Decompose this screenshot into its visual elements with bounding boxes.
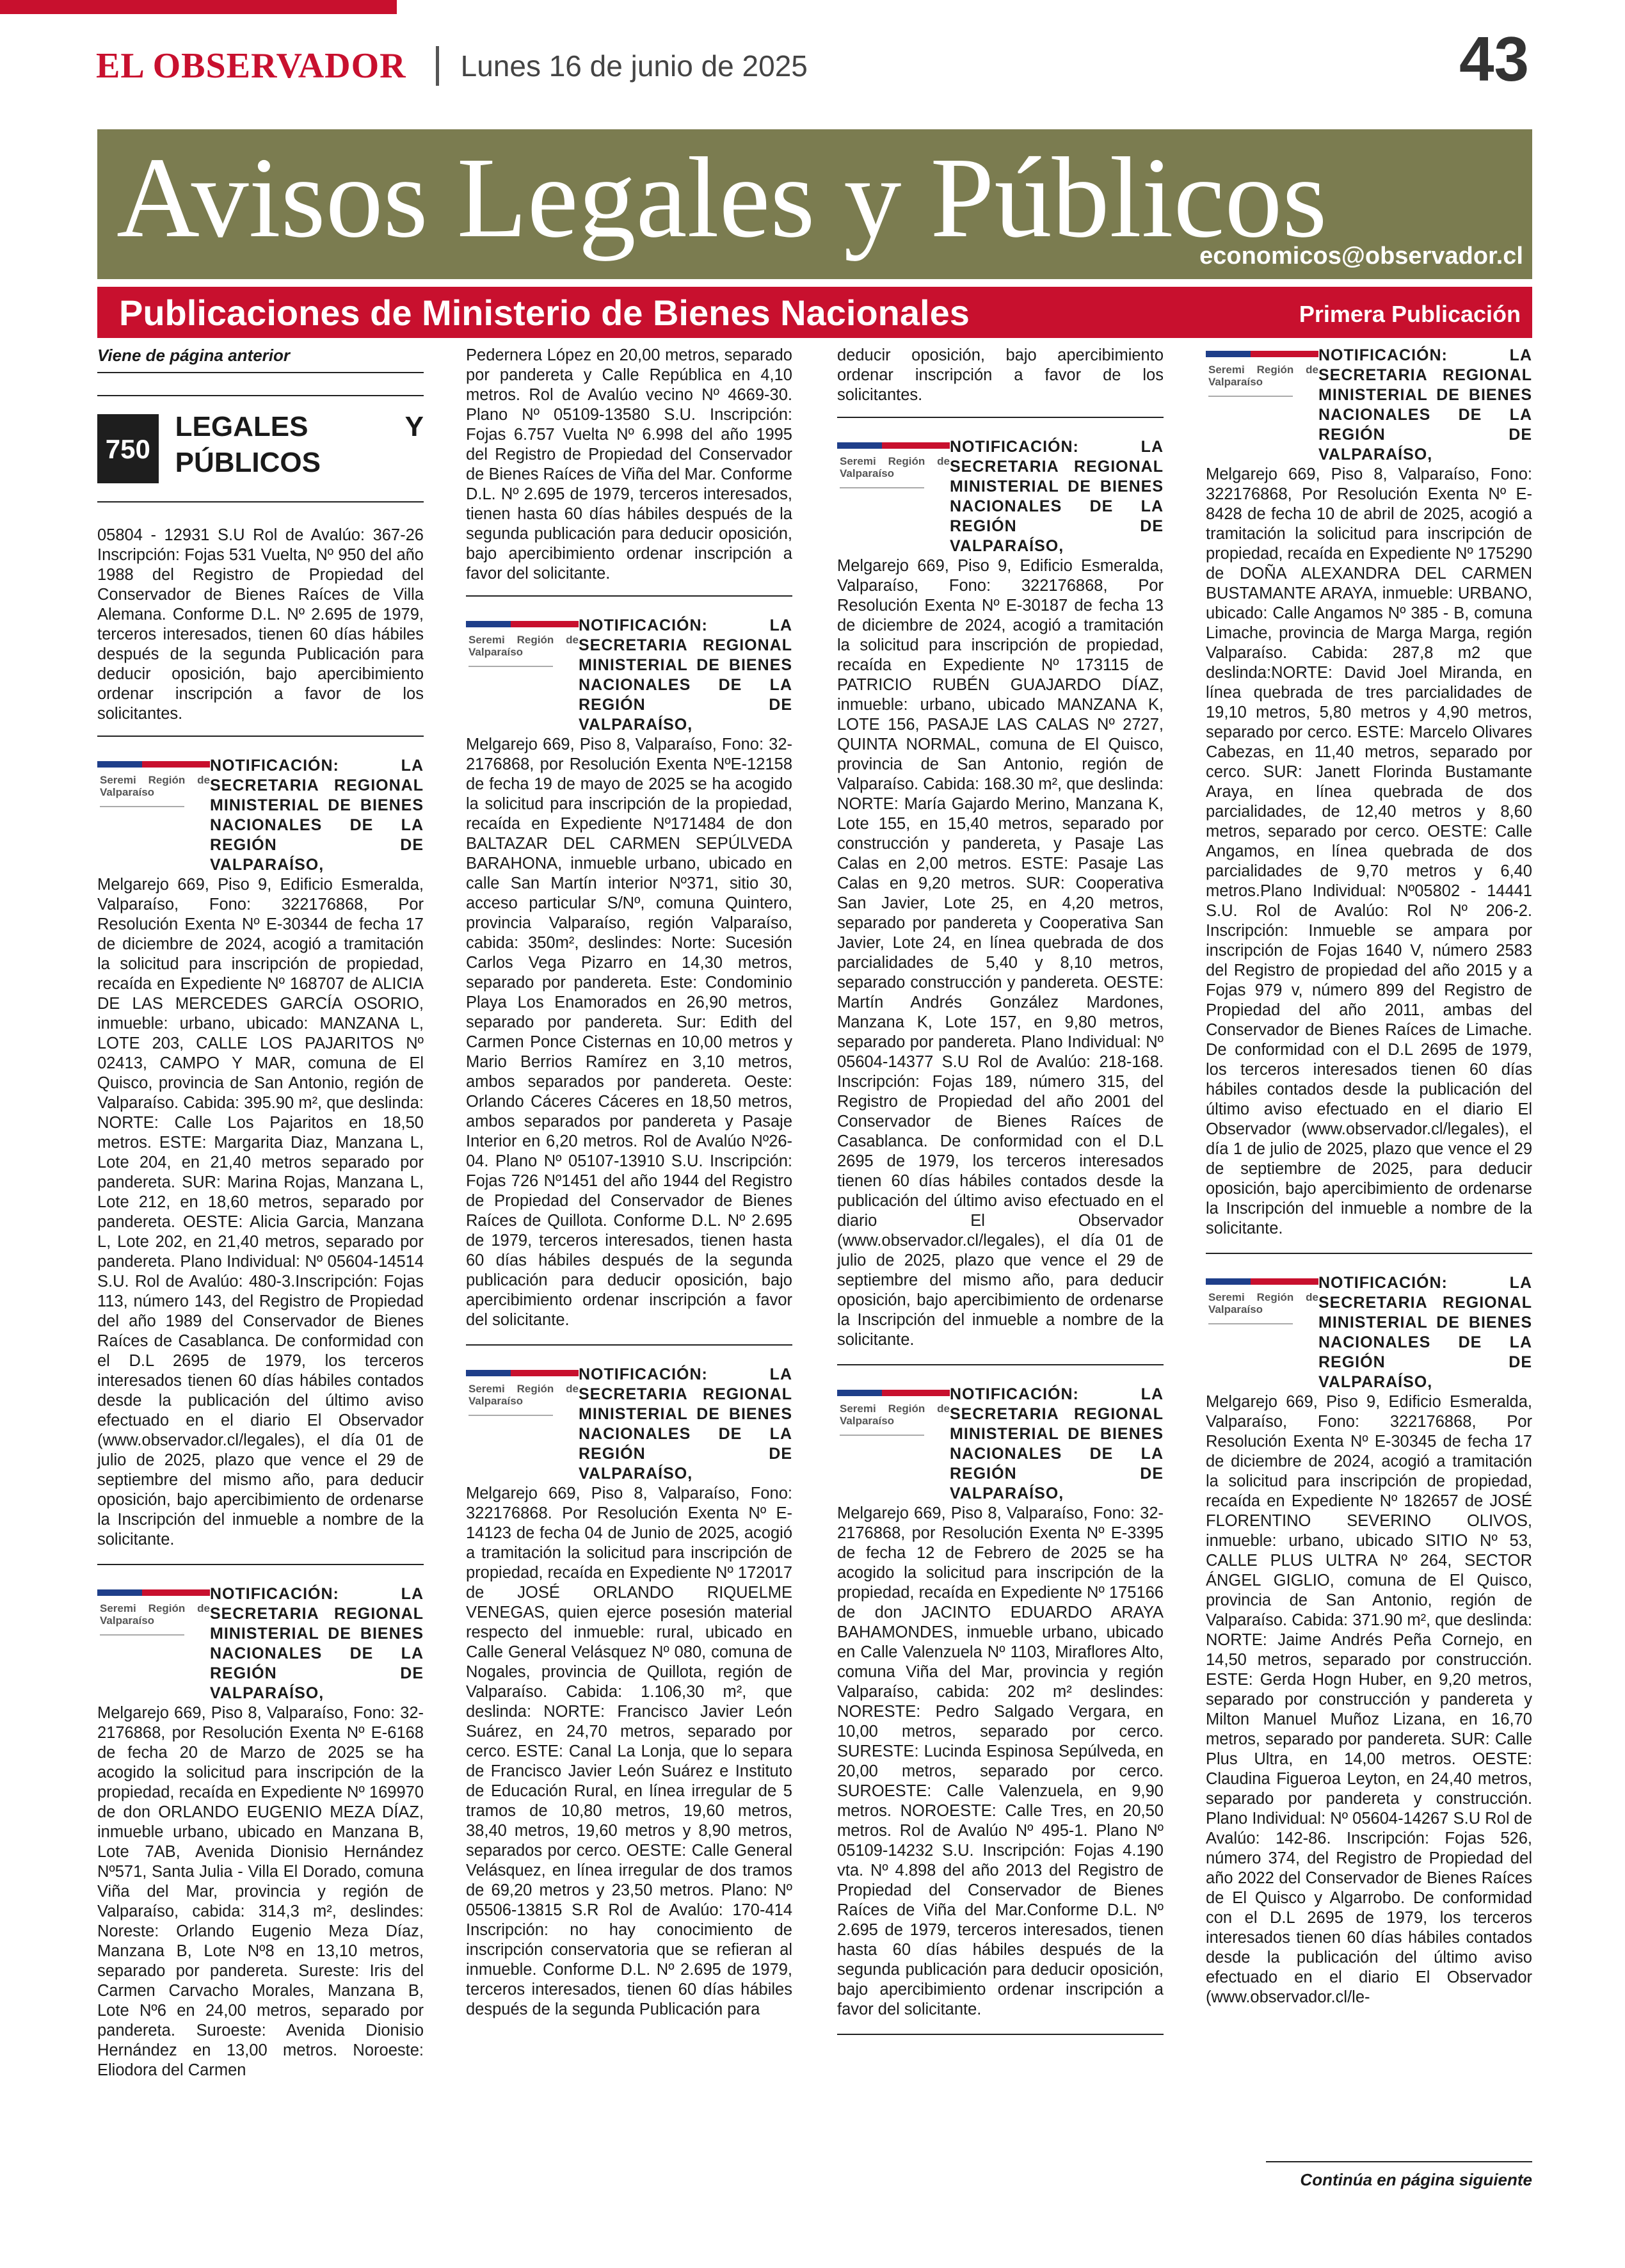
column-4 [1206, 346, 1532, 2022]
continued-from-note: Viene de página anterior [97, 346, 424, 373]
notice-title: NOTIFICACIÓN: LA SECRETARIA REGIONAL MINISTERIAL DE BIENES NACIONALES DE LA REGIÓN DE VALPARAÍSO, [210, 1585, 424, 1702]
notice-body: Melgarejo 669, Piso 8, Valparaíso, Fono: 322176868. Por Resolución Exenta Nº E-14123 de fecha 04 de Junio de 2025, acogió a tramitación la solicitud para inscripción de propiedad, recaída en Expediente Nº 172017 de JOSÉ ORLANDO RIQUELME VENEGAS, quien ejerce posesión material respecto del inmueble: rural, ubicado en Calle General Velásquez Nº 080, comuna de Nogales, provincia de Quillota, región de Valparaíso. Cabida: 1.106,30 m², que deslinda: NORTE: Francisco Javier León Suárez, en 24,70 metros, separado por cerco. ESTE: Canal La Lonja, que lo separa de Francisco Javier León Suárez e Instituto de Educación Rural, en línea irregular de 5 tramos de 10,80 metros, 19,60 metros, 38,40 metros, 19,60 metros y 8,90 metros, separados por cerco. OESTE: Calle General Velásquez, en línea irregular de dos tramos de 69,20 metros y 23,50 metros. Plano: Nº 05506-13815 S.R Rol de Avalúo: 170-414 Inscripción: no hay conocimiento de inscripción conservatoria que se refieran al inmueble. Conforme D.L. Nº 2.695 de 1979, terceros interesados, tienen 60 días hábiles después de la segunda Publicación para [466, 1484, 792, 2018]
ministry-section-title: Publicaciones de Ministerio de Bienes Nacionales [119, 293, 970, 333]
notice-divider [837, 417, 1164, 418]
legal-notice [1206, 1273, 1532, 2007]
seremi-logo [97, 1584, 210, 1703]
logo-text: Seremi Región de Valparaíso [840, 455, 950, 479]
notice-divider [466, 595, 792, 597]
section-number: 750 [97, 414, 159, 483]
banner-title: Avisos Legales y Públicos [116, 134, 1327, 261]
legal-notice [466, 1365, 792, 2020]
logo-text: Seremi Región de Valparaíso [100, 1602, 210, 1627]
masthead-divider [436, 46, 439, 86]
notice-divider [97, 736, 424, 737]
flag-stripe-icon [466, 621, 579, 627]
legal-notice [97, 1584, 424, 2080]
contact-email: economicos@observador.cl [1199, 243, 1523, 269]
flag-stripe-icon [466, 1370, 579, 1376]
seremi-logo [1206, 1273, 1318, 1392]
notice-body: Melgarejo 669, Piso 8, Valparaíso, Fono: 322176868, Por Resolución Exenta Nº E-8428 de fecha 10 de abril de 2025, acogió a tramitación la solicitud para inscripción de propiedad, recaída en Expediente Nº 175290 de DOÑA ALEXANDRA DEL CARMEN BUSTAMANTE ARAYA, inmueble: URBANO, ubicado: Calle Angamos Nº 385 - B, comuna Limache, provincia de Marga Marga, región Valparaíso. Cabida: 287,8 m2 que deslinda:NORTE: David Joel Miranda, en línea quebrada de tres parcialidades de 19,10 metros, 5,80 metros y 4,90 metros, separado por cerco. ESTE: Marcelo Olivares Cabezas, en 11,40 metros, separado por cerco. SUR: Janett Florinda Bustamante Araya, en línea quebrada de dos parcialidades, de 12,40 metros y 8,60 metros, separado por cerco. OESTE: Calle Angamos, en línea quebrada de dos parcialidades de 9,70 metros y 6,40 metros.Plano Individual: Nº05802 - 14441 S.U. Rol de Avalúo: Rol Nº 206-2. Inscripción: Inmueble se ampara por inscripción de Fojas 1640 V, número 2583 del Registro de propiedad del año 2015 y a Fojas 979 v, número 899 del Registro de Propiedad del año 2011, ambas del Conservador de Bienes Raíces de Limache. De conformidad con el D.L 2695 de 1979, los terceros interesados tienen 60 días hábiles contados desde la publicación del último aviso efectuado en el diario El Observador (www.observador.cl/legales), el día 1 de julio de 2025, plazo que vence el 29 de septiembre de 2025, para deducir oposición, bajo apercibimiento de ordenarse la Inscripción del inmueble a nombre de la solicitante. [1206, 465, 1532, 1237]
notice-title: NOTIFICACIÓN: LA SECRETARIA REGIONAL MINISTERIAL DE BIENES NACIONALES DE LA REGIÓN DE VALPARAÍSO, [579, 1365, 792, 1483]
logo-text: Seremi Región de Valparaíso [840, 1403, 950, 1427]
seremi-logo [837, 1385, 950, 1504]
legal-notice [466, 616, 792, 1330]
seremi-logo [1206, 346, 1318, 465]
flag-stripe-icon [1206, 351, 1318, 357]
notice-body: Melgarejo 669, Piso 9, Edificio Esmeralda, Valparaíso, Fono: 322176868, Por Resolución Exenta Nº E-30187 de fecha 13 de diciembre de 2024, acogió a tramitación la solicitud para inscripción de propiedad, recaída en Expediente Nº 173115 de PATRICIO RUBÉN GUAJARDO DÍAZ, inmueble: urbano, ubicado MANZANA K, LOTE 156, PASAJE LAS CALAS Nº 2727, QUINTA NORMAL, comuna de El Quisco, provincia de San Antonio, región de Valparaíso. Cabida: 168.30 m², que deslinda: NORTE: María Gajardo Merino, Manzana K, Lote 155, en 15,40 metros, separado por construcción y pandereta, y Pasaje Las Calas en 2,00 metros. ESTE: Pasaje Las Calas en 9,20 metros. SUR: Cooperativa San Javier, Lote 25, en 4,20 metros, separado por pandereta y Cooperativa San Javier, Lote 24, en línea quebrada de dos parcialidades de 5,40 y 8,10 metros, separado construcción y pandereta. OESTE: Martín Andrés González Mardones, Manzana K, Lote 157, en 9,80 metros, separado por pandereta. Plano Individual: Nº 05604-14377 S.U Rol de Avalúo: 218-168. Inscripción: Fojas 189, número 315, del Registro de Propiedad del año 2001 del Conservador de Bienes Raíces de Casablanca. De conformidad con el D.L 2695 de 1979, los terceros interesados tienen 60 días hábiles contados desde la publicación del último aviso efectuado en el diario El Observador (www.observador.cl/legales), el día 01 de julio de 2025, plazo que vence el 29 de septiembre del mismo año, para deducir oposición, bajo apercibimiento de ordenarse la Inscripción del inmueble a nombre de la solicitante. [837, 557, 1164, 1349]
seremi-logo [466, 616, 579, 735]
legal-notice [837, 1385, 1164, 2020]
section-banner [97, 129, 1532, 279]
notice-divider [1206, 1253, 1532, 1254]
publication-label: Primera Publicación [1299, 301, 1521, 327]
logo-text: Seremi Región de Valparaíso [1208, 364, 1318, 388]
logo-text: Seremi Región de Valparaíso [1208, 1291, 1318, 1315]
logo-text: Seremi Región de Valparaíso [468, 634, 579, 658]
notice-continuation: Pedernera López en 20,00 metros, separado por pandereta y Calle República en 4,10 metros. Rol de Avalúo vecino Nº 4669-30. Plano Nº 05109-13580 S.U. Inscripción: Fojas 6.757 Vuelta Nº 6.998 del año 1995 del Registro de Propiedad del Conservador de Bienes Raíces de Viña del Mar. Conforme D.L. Nº 2.695 de 1979, terceros interesados, tienen hasta 60 días hábiles después de la segunda publicación para deducir oposición, bajo apercibimiento ordenar inscripción a favor del solicitante. [466, 346, 792, 583]
logo-text: Seremi Región de Valparaíso [468, 1383, 579, 1407]
notice-body: Melgarejo 669, Piso 8, Valparaíso, Fono: 32-2176868, por Resolución Exenta Nº E-6168 de fecha 20 de Marzo de 2025 se ha acogido la solicitud para inscripción de la propiedad, recaída en Expediente Nº 169970 de don ORLANDO EUGENIO MEZA DÍAZ, inmueble urbano, ubicado en Manzana B, Lote 7AB, Avenida Dionisio Hernández Nº571, Santa Julia - Villa El Dorado, comuna Viña del Mar, provincia y región de Valparaíso, cabida: 314,3 m², deslindes: Noreste: Orlando Eugenio Meza Díaz, Manzana B, Lote Nº8 en 13,10 metros, separado por pandereta. Sureste: Iris del Carmen Carvacho Morales, Manzana B, Lote Nº6 en 24,00 metros, separado por pandereta. Suroeste: Avenida Dionisio Hernández en 13,00 metros. Noroeste: Eliodora del Carmen [97, 1704, 424, 2079]
seremi-logo [466, 1365, 579, 1484]
flag-stripe-icon [97, 1589, 210, 1596]
notice-title: NOTIFICACIÓN: LA SECRETARIA REGIONAL MINISTERIAL DE BIENES NACIONALES DE LA REGIÓN DE VALPARAÍSO, [210, 757, 424, 874]
classified-section-box [97, 395, 424, 503]
legal-notice [97, 756, 424, 1550]
flag-stripe-icon [837, 1390, 950, 1396]
notice-body: Melgarejo 669, Piso 8, Valparaíso, Fono: 32-2176868, por Resolución Exenta NºE-12158 de fecha 19 de mayo de 2025 se ha acogido la solicitud para inscripción de la propiedad, recaída en Expediente Nº171484 de don BALTAZAR DEL CARMEN SEPÚLVEDA BARAHONA, inmueble urbano, ubicado en calle San Martín interior Nº371, sitio 30, acceso particular S/Nº, comuna Quintero, provincia Valparaíso, región Valparaíso, cabida: 350m², deslindes: Norte: Sucesión Carlos Vega Pizarro en 14,30 metros, separado por pandereta. Este: Condominio Playa Los Enamorados en 26,90 metros, separado por pandereta. Sur: Edith del Carmen Ponce Cisternas en 10,00 metros y Mario Berrios Ramírez en 3,10 metros, ambos separados por pandereta. Oeste: Orlando Cáceres Cáceres en 18,50 metros, ambos separados por pandereta y Pasaje Interior en 6,20 metros. Rol de Avalúo Nº26-04. Plano Nº 05107-13910 S.U. Inscripción: Fojas 726 Nº1451 del año 1944 del Registro de Propiedad del Conservador de Bienes Raíces de Quillota. Conforme D.L. Nº 2.695 de 1979, terceros interesados, tienen hasta 60 días hábiles después de la segunda publicación para deducir oposición, bajo apercibimiento ordenar inscripción a favor del solicitante. [466, 736, 792, 1329]
notice-title: NOTIFICACIÓN: LA SECRETARIA REGIONAL MINISTERIAL DE BIENES NACIONALES DE LA REGIÓN DE VALPARAÍSO, [579, 616, 792, 734]
notice-continuation: deducir oposición, bajo apercibimiento ordenar inscripción a favor de los solicitantes. [837, 346, 1164, 404]
flag-stripe-icon [97, 761, 210, 768]
continued-to-note: Continúa en página siguiente [1266, 2161, 1532, 2190]
notice-divider [837, 1364, 1164, 1365]
masthead [96, 37, 808, 95]
issue-date: Lunes 16 de junio de 2025 [460, 49, 808, 83]
notice-body: Melgarejo 669, Piso 9, Edificio Esmeralda, Valparaíso, Fono: 322176868, Por Resolución Exenta Nº E-30345 de fecha 17 de diciembre de 2024, acogió a tramitación la solicitud para inscripción de propiedad, recaída en Expediente Nº 182657 de JOSÉ FLORENTINO SEVERINO OLIVOS, inmueble: urbano, ubicado SITIO Nº 53, CALLE PLUS ULTRA Nº 264, SECTOR ÁNGEL GIGLIO, comuna de El Quisco, provincia de San Antonio, región de Valparaíso. Cabida: 371.90 m², que deslinda: NORTE: Jaime Andrés Peña Cornejo, en 14,50 metros, separado por construcción. ESTE: Gerda Hogn Huber, en 9,20 metros, separado por construcción y pandereta y Milton Manuel Muñoz Lizana, en 16,70 metros, separado por pandereta. SUR: Calle Plus Ultra, en 14,00 metros. OESTE: Claudina Figueroa Leyton, en 24,40 metros, separado por pandereta y construcción. Plano Individual: Nº 05604-14267 S.U Rol de Avalúo: 142-86. Inscripción: Fojas 526, número 374, del Registro de Propiedad del año 2022 del Conservador de Bienes Raíces de El Quisco y Algarrobo. De conformidad con el D.L 2695 de 1979, los terceros interesados tienen 60 días hábiles contados desde la publicación del último aviso efectuado en el diario El Observador (www.observador.cl/le- [1206, 1393, 1532, 2006]
column-1 [97, 346, 424, 2095]
notice-body: Melgarejo 669, Piso 8, Valparaíso, Fono: 32-2176868, por Resolución Exenta Nº E-3395 de fecha 12 de Febrero de 2025 se ha acogido la solicitud para inscripción de la propiedad, recaída en Expediente Nº 175166 de don JACINTO EDUARDO ARAYA BAHAMONDES, inmueble urbano, ubicado en Calle Valenzuela Nº 1103, Miraflores Alto, comuna Viña del Mar, provincia y región Valparaíso, cabida: 202 m² deslindes: NORESTE: Pedro Salgado Vergara, en 10,00 metros, separado por cerco. SURESTE: Lucinda Espinosa Sepúlveda, en 20,00 metros, separado por cerco. SUROESTE: Calle Valenzuela, en 9,90 metros. NOROESTE: Calle Tres, en 20,50 metros. Rol de Avalúo Nº 495-1. Plano Nº 05109-14232 S.U. Inscripción: Fojas 4.190 vta. Nº 4.898 del año 2013 del Registro de Propiedad del Conservador de Bienes Raíces de Viña del Mar.Conforme D.L. Nº 2.695 de 1979, terceros interesados, tienen hasta 60 días hábiles después de la segunda publicación para deducir oposición, bajo apercibimiento ordenar inscripción a favor del solicitante. [837, 1504, 1164, 2018]
legal-notice [837, 437, 1164, 1350]
logo-text: Seremi Región de Valparaíso [100, 774, 210, 798]
notice-divider [466, 1344, 792, 1346]
flag-stripe-icon [1206, 1278, 1318, 1285]
page-number: 43 [1459, 24, 1529, 94]
ministry-section-bar [97, 287, 1532, 338]
section-title: LEGALES Y PÚBLICOS [175, 411, 424, 478]
seremi-logo [837, 437, 950, 556]
newspaper-logo: EL OBSERVADOR [96, 46, 406, 86]
notice-title: NOTIFICACIÓN: LA SECRETARIA REGIONAL MINISTERIAL DE BIENES NACIONALES DE LA REGIÓN DE VALPARAÍSO, [950, 438, 1164, 555]
column-2 [466, 346, 792, 2034]
notice-continuation: 05804 - 12931 S.U Rol de Avalúo: 367-26 Inscripción: Fojas 531 Vuelta, Nº 950 del año 1988 del Registro de Propiedad del Conservador de Bienes Raíces de Villa Alemana. Conforme D.L. Nº 2.695 de 1979, terceros interesados, tienen 60 días hábiles después de la segunda Publicación para deducir oposición, bajo apercibimiento ordenar inscripción a favor de los solicitantes. [97, 526, 424, 723]
notice-divider [97, 1564, 424, 1565]
notice-title: NOTIFICACIÓN: LA SECRETARIA REGIONAL MINISTERIAL DE BIENES NACIONALES DE LA REGIÓN DE VALPARAÍSO, [1318, 1274, 1532, 1391]
notice-body: Melgarejo 669, Piso 9, Edificio Esmeralda, Valparaíso, Fono: 322176868, Por Resolución Exenta Nº E-30344 de fecha 17 de diciembre de 2024, acogió a tramitación la solicitud para inscripción de propiedad, recaída en Expediente Nº 168707 de ALICIA DE LAS MERCEDES GARCÍA OSORIO, inmueble: urbano, ubicado: MANZANA L, LOTE 203, CALLE LOS PAJARITOS Nº 02413, CAMPO Y MAR, comuna de El Quisco, provincia de San Antonio, región de Valparaíso. Cabida: 395.90 m², que deslinda: NORTE: Calle Los Pajaritos en 18,50 metros. ESTE: Margarita Diaz, Manzana L, Lote 204, en 21,40 metros separado por pandereta. SUR: Marina Rojas, Manzana L, Lote 212, en 18,60 metros, separado por pandereta. OESTE: Alicia Garcia, Manzana L, Lote 202, en 21,40 metros, separado por pandereta. Plano Individual: Nº 05604-14514 S.U. Rol de Avalúo: 480-3.Inscripción: Fojas 113, número 143, del Registro de Propiedad del año 1989 del Conservador de Bienes Raíces de Casablanca. De conformidad con el D.L 2695 de 1979, los terceros interesados tienen 60 días hábiles contados desde la publicación del último aviso efectuado en el diario El Observador (www.observador.cl/legales), el día 01 de julio de 2025, plazo que vence el 29 de septiembre del mismo año, para deducir oposición, bajo apercibimiento de ordenarse la Inscripción del inmueble a nombre de la solicitante. [97, 876, 424, 1548]
notice-title: NOTIFICACIÓN: LA SECRETARIA REGIONAL MINISTERIAL DE BIENES NACIONALES DE LA REGIÓN DE VALPARAÍSO, [950, 1385, 1164, 1502]
notice-title: NOTIFICACIÓN: LA SECRETARIA REGIONAL MINISTERIAL DE BIENES NACIONALES DE LA REGIÓN DE VALPARAÍSO, [1318, 346, 1532, 463]
seremi-logo [97, 756, 210, 875]
notice-divider [837, 2034, 1164, 2035]
flag-stripe-icon [837, 442, 950, 449]
top-accent-bar [0, 0, 397, 14]
legal-notice [1206, 346, 1532, 1239]
column-3 [837, 346, 1164, 2054]
